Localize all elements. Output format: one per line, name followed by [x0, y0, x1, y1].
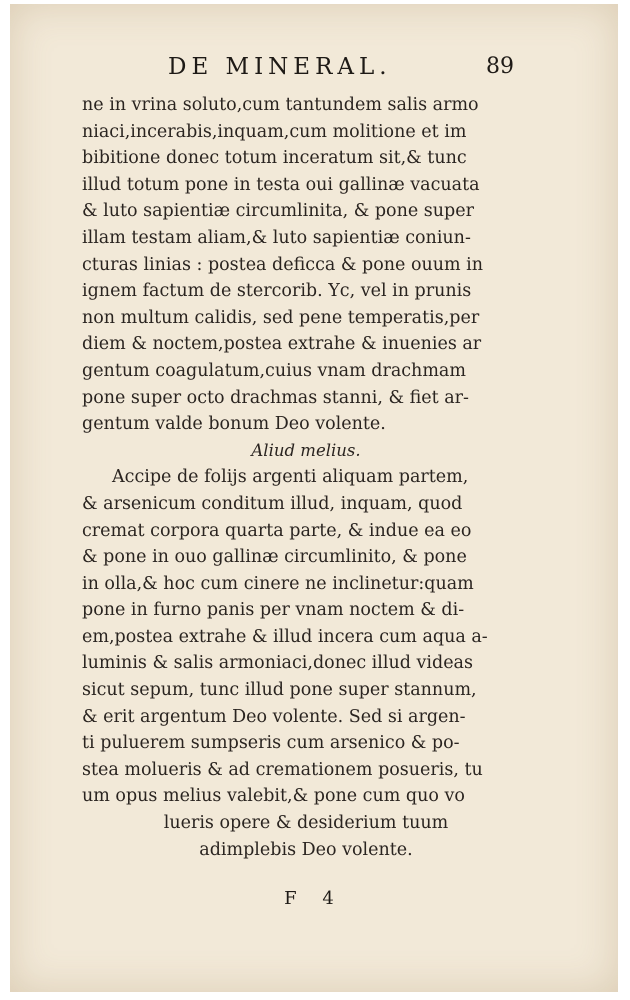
text-line: non multum calidis, sed pene temperatis,per: [82, 307, 480, 328]
text-line: ignem factum de stercorib. Yc, vel in prunis: [82, 281, 472, 302]
text-line: cturas linias : postea deficca & pone ouum in: [82, 254, 484, 275]
text-line: luminis & salis armoniaci,donec illud videas: [82, 653, 473, 674]
running-head: DE MINERAL.: [168, 54, 392, 80]
text-line: cremat corpora quarta parte, & indue ea eo: [82, 520, 472, 541]
text-line: diem & noctem,postea extrahe & inuenies ar: [82, 334, 482, 355]
text-line: ti puluerem sumpseris cum arsenico & po-: [82, 733, 460, 754]
text-line: stea molueris & ad cremationem posueris, tu: [82, 759, 483, 780]
text-line: gentum coagulatum,cuius vnam drachmam: [82, 360, 466, 381]
text-line: adimplebis Deo volente.: [199, 839, 413, 860]
text-line: illud totum pone in testa oui gallinæ vacuata: [82, 174, 480, 195]
text-line: um opus melius valebit,& pone cum quo vo: [82, 786, 465, 807]
text-line: in olla,& hoc cum cinere ne inclinetur:quam: [82, 573, 474, 594]
text-line: gentum valde bonum Deo volente.: [82, 414, 386, 435]
text-line: & pone in ouo gallinæ circumlinito, & pone: [82, 547, 467, 568]
text-line: niaci,incerabis,inquam,cum molitione et im: [82, 121, 467, 142]
text-line: ne in vrina soluto,cum tantundem salis armo: [82, 95, 479, 115]
text-line: lueris opere & desiderium tuum: [163, 813, 449, 834]
text-line: bibitione donec totum inceratum sit,& tunc: [82, 148, 467, 169]
book-page: [10, 4, 618, 992]
text-line: pone super octo drachmas stanni, & fiet ar-: [82, 387, 469, 408]
text-line: illam testam aliam,& luto sapientiæ coniun-: [82, 227, 471, 248]
text-line: em,postea extrahe & illud incera cum aqua a-: [82, 626, 488, 647]
text-line: pone in furno panis per vnam noctem & di-: [82, 600, 465, 621]
page-header: [10, 54, 618, 84]
text-line: & arsenicum conditum illud, inquam, quod: [82, 493, 463, 514]
text-line: sicut sepum, tunc illud pone super stannum,: [82, 680, 477, 701]
text-line: & erit argentum Deo volente. Sed si argen-: [82, 706, 466, 727]
section-heading: Aliud melius.: [251, 440, 361, 460]
signature-mark: F 4: [284, 888, 344, 909]
text-line: & luto sapientiæ circumlinita, & pone super: [82, 201, 474, 222]
page-number: 89: [486, 54, 514, 79]
text-block: [82, 92, 530, 863]
text-line: Accipe de folijs argenti aliquam partem,: [112, 467, 469, 488]
